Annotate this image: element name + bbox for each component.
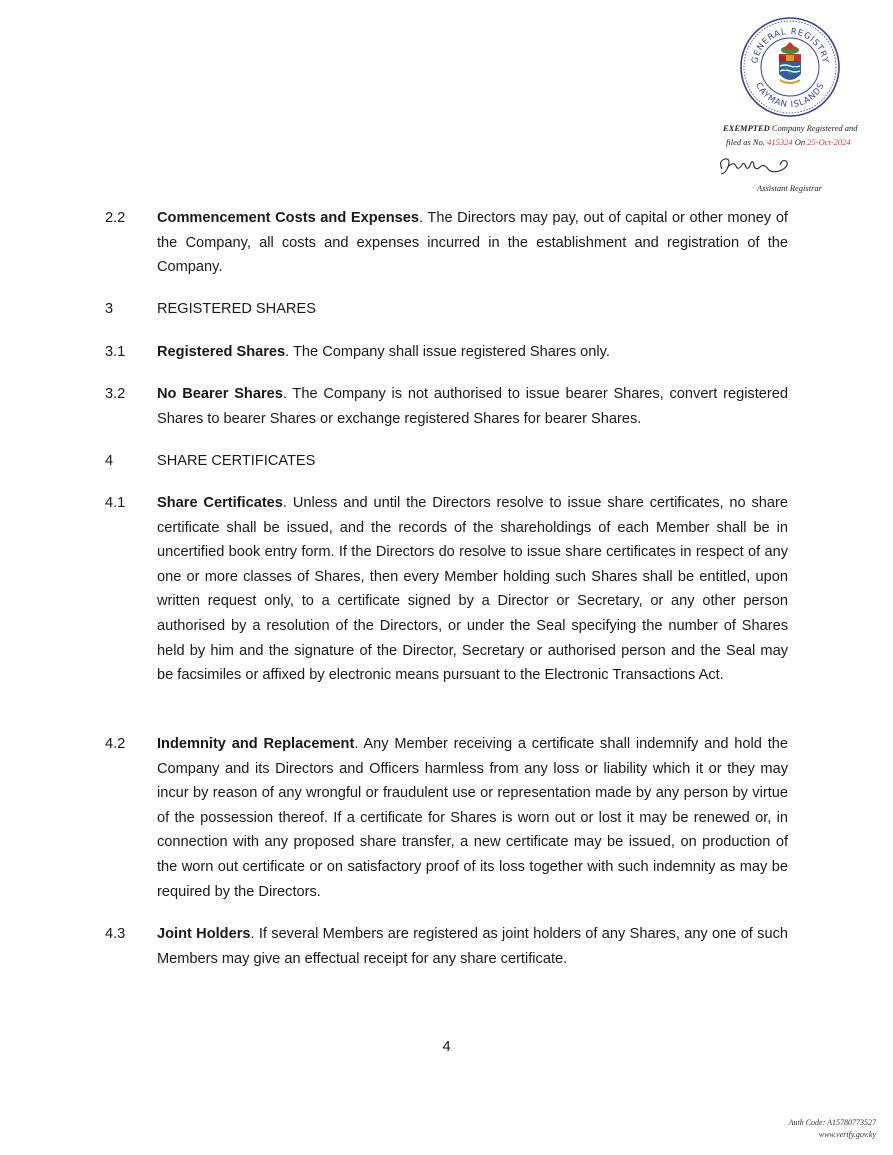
clause-body [157, 206, 788, 280]
coat-of-arms-icon [779, 42, 801, 83]
clause-text: . If several Members are registered as joint holders of any Shares, any one of such Members may give an effectual receipt for any share certificate. [157, 926, 788, 967]
seal-bottom-text: CAYMAN ISLANDS [753, 81, 827, 111]
clause-text: . The Company is not authorised to issue bearer Shares, convert registered Shares to bearer Shares or exchange registered Shares for bearer Shares. [157, 386, 788, 427]
section-title: REGISTERED SHARES [157, 301, 316, 317]
stamp-line-2-mid: On [792, 137, 808, 147]
clause-title: Registered Shares [157, 344, 286, 360]
clause-number: 3.2 [105, 386, 126, 402]
clause-title: Share Certificates [157, 495, 283, 511]
clause-4-3 [105, 922, 788, 971]
stamp-line-2 [726, 137, 851, 147]
clause-number: 2.2 [105, 210, 126, 226]
clause-4-1 [105, 491, 788, 688]
section-number: 4 [105, 453, 114, 469]
clause-3-1 [105, 340, 788, 365]
clause-4-2 [105, 732, 788, 904]
page-number: 4 [442, 1039, 451, 1055]
clause-body [157, 732, 788, 904]
clause-number: 4.2 [105, 736, 126, 752]
section-number: 3 [105, 301, 114, 317]
clause-number: 4.1 [105, 495, 126, 511]
verify-site: www.verify.gov.ky [818, 1130, 876, 1139]
registry-seal [739, 16, 841, 118]
clause-text: . Unless and until the Directors resolve to issue share certificates, no share certificate shall be issued, and the records of the shareholdings of each Member shall be in uncertified book entry form. If the Directors do resolve to issue share certificates in respect of any one or more classes of Shares, then every Member holding such Shares shall be entitled, upon written request only, to a certificate signed by a Director or Secretary, or any other person authorised by a resolution of the Directors, or under the Seal specifying the number of Shares held by him and the signature of the Director, Secretary or authorised person and the Seal may be facsimiles or affixed by electronic means pursuant to the Electronic Transactions Act. [157, 495, 788, 684]
stamp-line-1-rest: Company Registered and [769, 123, 858, 133]
clause-body [157, 922, 788, 971]
clause-body [157, 340, 788, 365]
stamp-role: Assistant Registrar [757, 183, 822, 193]
registrar-signature [716, 153, 792, 179]
stamp-line-2-prefix: filed as No. [726, 137, 768, 147]
clause-3-2 [105, 382, 788, 431]
clause-body [157, 491, 788, 688]
clause-number: 4.3 [105, 926, 126, 942]
clause-number: 3.1 [105, 344, 126, 360]
clause-text: . The Company shall issue registered Shares only. [285, 344, 610, 360]
clause-text: . Any Member receiving a certificate shall indemnify and hold the Company and its Directors and Officers harmless from any loss or liability which it or they may incur by reason of any wrongful or fraudulent use or representation made by any person by virtue of the possession thereof. If a certificate for Shares is worn out or lost it may be renewed or, in connection with any proposed share transfer, a new certificate may be issued, on production of the worn out certificate or on satisfactory proof of its loss together with such indemnity as may be required by the Directors. [157, 736, 788, 900]
clause-title: No Bearer Shares [157, 386, 283, 402]
stamp-exempted: EXEMPTED [723, 123, 770, 133]
stamp-registration-number: 415324 [767, 137, 793, 147]
stamp-line-1 [723, 123, 858, 133]
section-4-heading [105, 449, 788, 474]
clause-text: . The Directors may pay, out of capital or other money of the Company, all costs and expenses incurred in the establishment and registration of the Company. [157, 210, 788, 276]
clause-title: Indemnity and Replacement [157, 736, 355, 752]
auth-code: Auth Code: A15780773527 [788, 1118, 876, 1127]
clause-body [157, 382, 788, 431]
seal-top-text: GENERAL REGISTRY [750, 26, 830, 65]
clause-title: Commencement Costs and Expenses [157, 210, 420, 226]
section-title: SHARE CERTIFICATES [157, 453, 316, 469]
clause-2-2 [105, 206, 788, 280]
stamp-date: 25-Oct-2024 [807, 137, 851, 147]
section-3-heading [105, 297, 788, 322]
clause-title: Joint Holders [157, 926, 251, 942]
